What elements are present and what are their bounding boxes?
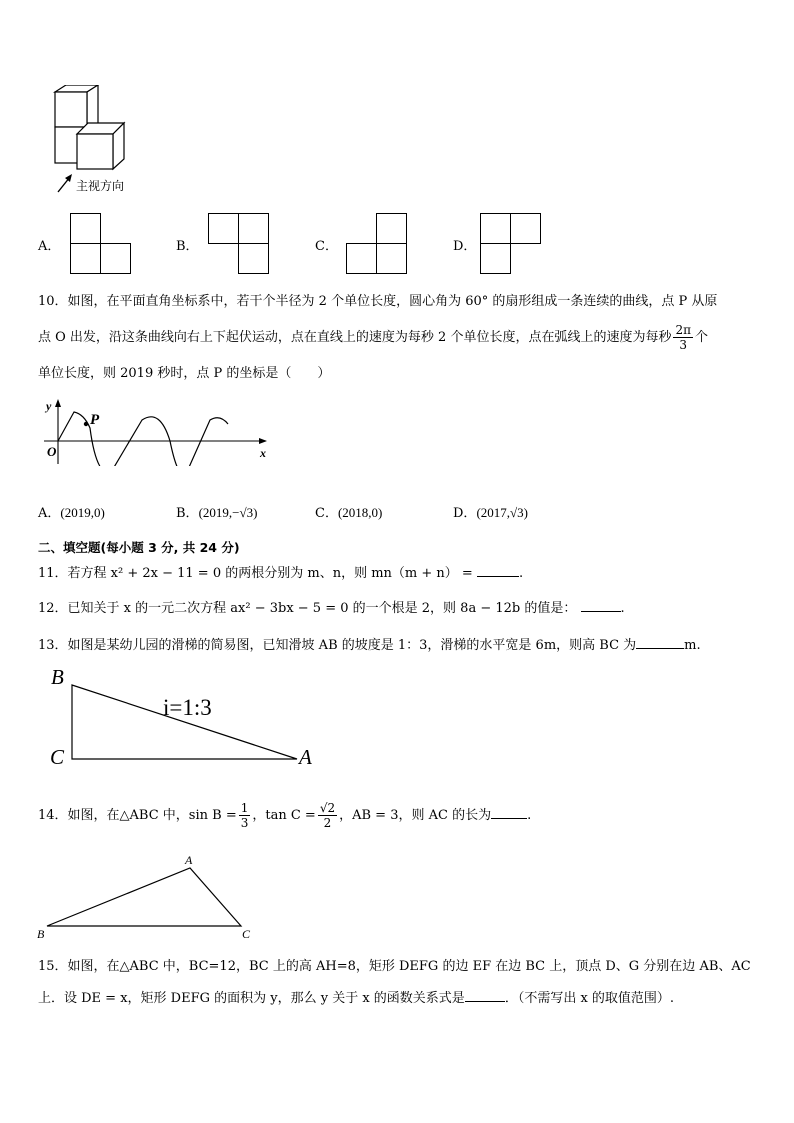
q11-end: . (518, 566, 524, 581)
q10-graph-y-label: y (46, 399, 52, 413)
q10-option-c-value: (2018,0) (337, 505, 383, 520)
q10-line-1: 10．如图，在平面直角坐标系中，若干个半径为 2 个单位长度，圆心角为 60° 的扇形组成一条连续的曲线，点 P 从原 (38, 294, 718, 309)
q9-option-d-letter: D． (453, 239, 477, 254)
q13-answer-blank[interactable] (636, 636, 684, 649)
q10-speed-fraction (673, 323, 693, 352)
view-direction-arrow (55, 172, 75, 194)
q10-option-a-letter: A． (38, 506, 61, 521)
q9-option-c-letter: C． (315, 239, 338, 254)
q13-slope-label: i=1:3 (163, 695, 212, 720)
q14-sin-num: 1 (240, 801, 249, 815)
q15-end: ．（不需写出 x 的取值范围）. (504, 991, 675, 1006)
q10-option-d (453, 505, 528, 522)
q10-frac-den: 3 (679, 338, 688, 352)
q14-label-b: B (37, 927, 45, 941)
q14-stem: 14．如图，在△ABC 中，sin B = (38, 808, 237, 823)
q14-label-c: C (242, 927, 251, 941)
q13-label-c: C (50, 745, 65, 769)
q10-line-2-tail: 个 (695, 330, 709, 345)
q11-stem: 11．若方程 x² + 2x − 11 = 0 的两根分别为 m、n，则 mn（m + n） = (38, 566, 473, 581)
q14-text (38, 796, 531, 836)
q13-label-a: A (299, 745, 312, 769)
q14-label-a: A (185, 853, 193, 867)
q14-tan-text: ，tan C = (252, 808, 316, 823)
q12-end: . (620, 601, 625, 616)
q10-option-a-value: (2019,0) (60, 505, 105, 520)
q14-tan-den: 2 (323, 816, 332, 830)
q10-option-c (315, 505, 382, 522)
q13-text (38, 636, 701, 654)
q14-answer-blank[interactable] (491, 806, 527, 819)
q15-stem: 上．设 DE = x，矩形 DEFG 的面积为 y，那么 y 关于 x 的函数关系式是 (38, 991, 465, 1006)
q9-option-a-letter: A． (38, 239, 61, 254)
q15-line-2 (38, 989, 674, 1007)
q10-option-d-letter: D． (453, 506, 477, 521)
q12-text (38, 599, 625, 617)
section-2-title: 二、填空题(每小题 3 分, 共 24 分) (38, 540, 240, 555)
q13-slide-triangle (45, 660, 325, 772)
q10-option-b-letter: B． (176, 506, 199, 521)
q11-answer-blank[interactable] (477, 564, 519, 577)
q13-end: m. (684, 638, 701, 653)
q12-answer-blank[interactable] (581, 599, 621, 612)
q10-option-b (176, 505, 257, 522)
q10-graph-x-label: x (260, 446, 266, 460)
q10-option-a (38, 505, 105, 522)
q12-stem: 12．已知关于 x 的一元二次方程 ax² − 3bx − 5 = 0 的一个根是 2，则 8a − 12b 的值是： (38, 601, 577, 616)
q10-frac-num: 2π (675, 323, 691, 337)
q10-line-2 (38, 320, 708, 356)
q10-option-b-value: (2019,−√3) (198, 505, 258, 520)
q10-option-c-letter: C． (315, 506, 338, 521)
q15-answer-blank[interactable] (465, 989, 505, 1002)
q15-line-1: 15．如图，在△ABC 中，BC=12，BC 上的高 AH=8，矩形 DEFG 的边 EF 在边 BC 上，顶点 D、G 分别在边 AB、AC (38, 959, 751, 974)
q10-line-3: 单位长度，则 2019 秒时，点 P 的坐标是（ ） (38, 366, 331, 381)
q10-graph-origin-label: O (47, 444, 57, 459)
q10-line-2-text: 点 O 出发，沿这条曲线向右上下起伏运动，点在直线上的速度为每秒 2 个单位长度，点在弧线上的速度为每秒 (38, 330, 672, 345)
q11-text (38, 564, 523, 582)
q14-triangle (30, 850, 270, 942)
view-direction-label: 主视方向 (76, 179, 125, 193)
q14-tail: ，AB = 3，则 AC 的长为 (339, 808, 492, 823)
q9-option-b-letter: B． (176, 239, 199, 254)
q14-tan-num: √2 (319, 801, 336, 815)
q14-tan-fraction (318, 801, 337, 830)
q10-option-d-value: (2017,√3) (476, 505, 528, 520)
q13-label-b: B (51, 665, 64, 689)
q14-end: . (527, 808, 532, 823)
q10-graph-p-label: P (90, 412, 100, 428)
q14-sin-den: 3 (240, 816, 249, 830)
q13-stem: 13．如图是某幼儿园的滑梯的简易图，已知滑坡 AB 的坡度是 1：3，滑梯的水平宽是 6m，则高 BC 为 (38, 638, 637, 653)
q10-wave-graph (38, 394, 273, 466)
q14-sin-fraction (239, 801, 251, 830)
